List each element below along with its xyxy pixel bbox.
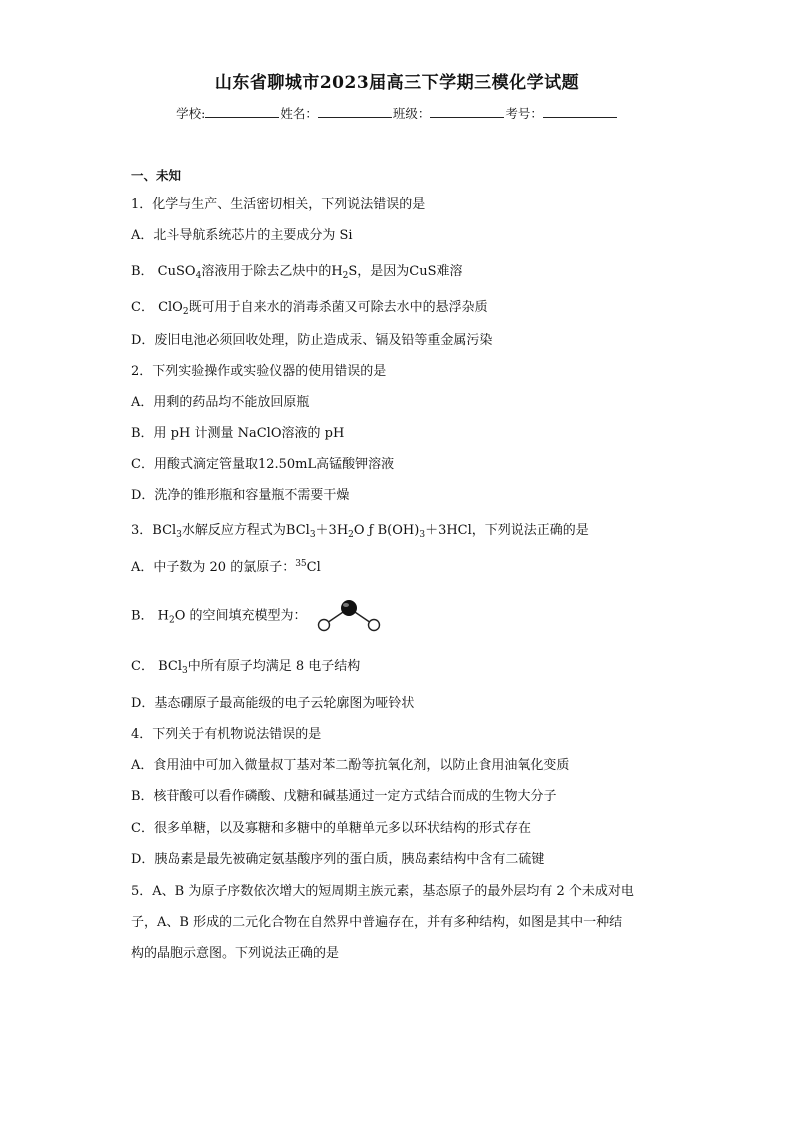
q2-option-d: D．洗净的锥形瓶和容量瓶不需要干燥 [131, 488, 350, 503]
school-blank[interactable] [205, 105, 279, 118]
q5-stem-line-2: 子，A、B 形成的二元化合物在自然界中普遍存在，并有多种结构，如图是其中一种结 [131, 915, 623, 930]
class-blank[interactable] [430, 105, 504, 118]
q4-stem: 4．下列关于有机物说法错误的是 [131, 727, 322, 742]
q2-option-b: B．用 pH 计测量 NaClO溶液的 pH [131, 426, 345, 441]
q3-option-c: C． BCl$_3$中所有原子均满足 8 电子结构 [131, 659, 361, 676]
water-space-filling-model-image [313, 598, 385, 634]
q1-option-d: D．废旧电池必须回收处理，防止造成汞、镉及铅等重金属污染 [131, 333, 493, 348]
q1-option-b: B． CuSO$_4$溶液用于除去乙炔中的$H_2S$，是因为CuS难溶 [131, 264, 463, 281]
section-heading: 一、未知 [131, 168, 182, 183]
exam-number-label: 考号： [505, 106, 543, 121]
q4-option-a: A．食用油中可加入微量叔丁基对苯二酚等抗氧化剂，以防止食用油氧化变质 [131, 758, 570, 773]
q3-option-d: D．基态硼原子最高能级的电子云轮廓图为哑铃状 [131, 696, 415, 711]
q1-option-a: A．北斗导航系统芯片的主要成分为 Si [131, 228, 353, 243]
class-label: 班级： [392, 106, 431, 121]
q3-option-a: A．中子数为 20 的氯原子：$^{35}$Cl [131, 559, 321, 575]
name-label: 姓名： [280, 106, 318, 121]
q3-option-b: B． $H_2O$ 的空间填充模型为： [131, 598, 385, 634]
school-label: 学校: [176, 106, 206, 121]
q4-option-c: C．很多单糖，以及寡糖和多糖中的单糖单元多以环状结构的形式存在 [131, 821, 531, 836]
q5-stem-line-1: 5．A、B 为原子序数依次增大的短周期主族元素，基态原子的最外层均有 2 个未成对电 [131, 884, 634, 899]
student-info-line [0, 104, 794, 122]
page-title: 山东省聊城市2023届高三下学期三模化学试题 [214, 73, 580, 93]
q2-option-c: C．用酸式滴定管量取12.50mL高锰酸钾溶液 [131, 457, 395, 472]
q1-stem: 1．化学与生产、生活密切相关，下列说法错误的是 [131, 197, 426, 212]
name-blank[interactable] [318, 105, 392, 118]
q2-option-a: A．用剩的药品均不能放回原瓶 [131, 395, 310, 410]
exam-number-blank[interactable] [543, 105, 617, 118]
q5-stem-line-3: 构的晶胞示意图。下列说法正确的是 [131, 946, 340, 961]
q4-option-d: D．胰岛素是最先被确定氨基酸序列的蛋白质，胰岛素结构中含有二硫键 [131, 852, 545, 867]
q1-option-c: C． ClO$_2$既可用于自来水的消毒杀菌又可除去水中的悬浮杂质 [131, 300, 488, 317]
q3-stem: 3．BCl$_3$水解反应方程式为$BCl_3+3H_2O$ ƒ $B(OH)_3+3HCl$，下列说法正确的是 [131, 523, 589, 540]
q2-stem: 2．下列实验操作或实验仪器的使用错误的是 [131, 364, 387, 379]
q4-option-b: B．核苷酸可以看作磷酸、戊糖和碱基通过一定方式结合而成的生物大分子 [131, 789, 557, 804]
